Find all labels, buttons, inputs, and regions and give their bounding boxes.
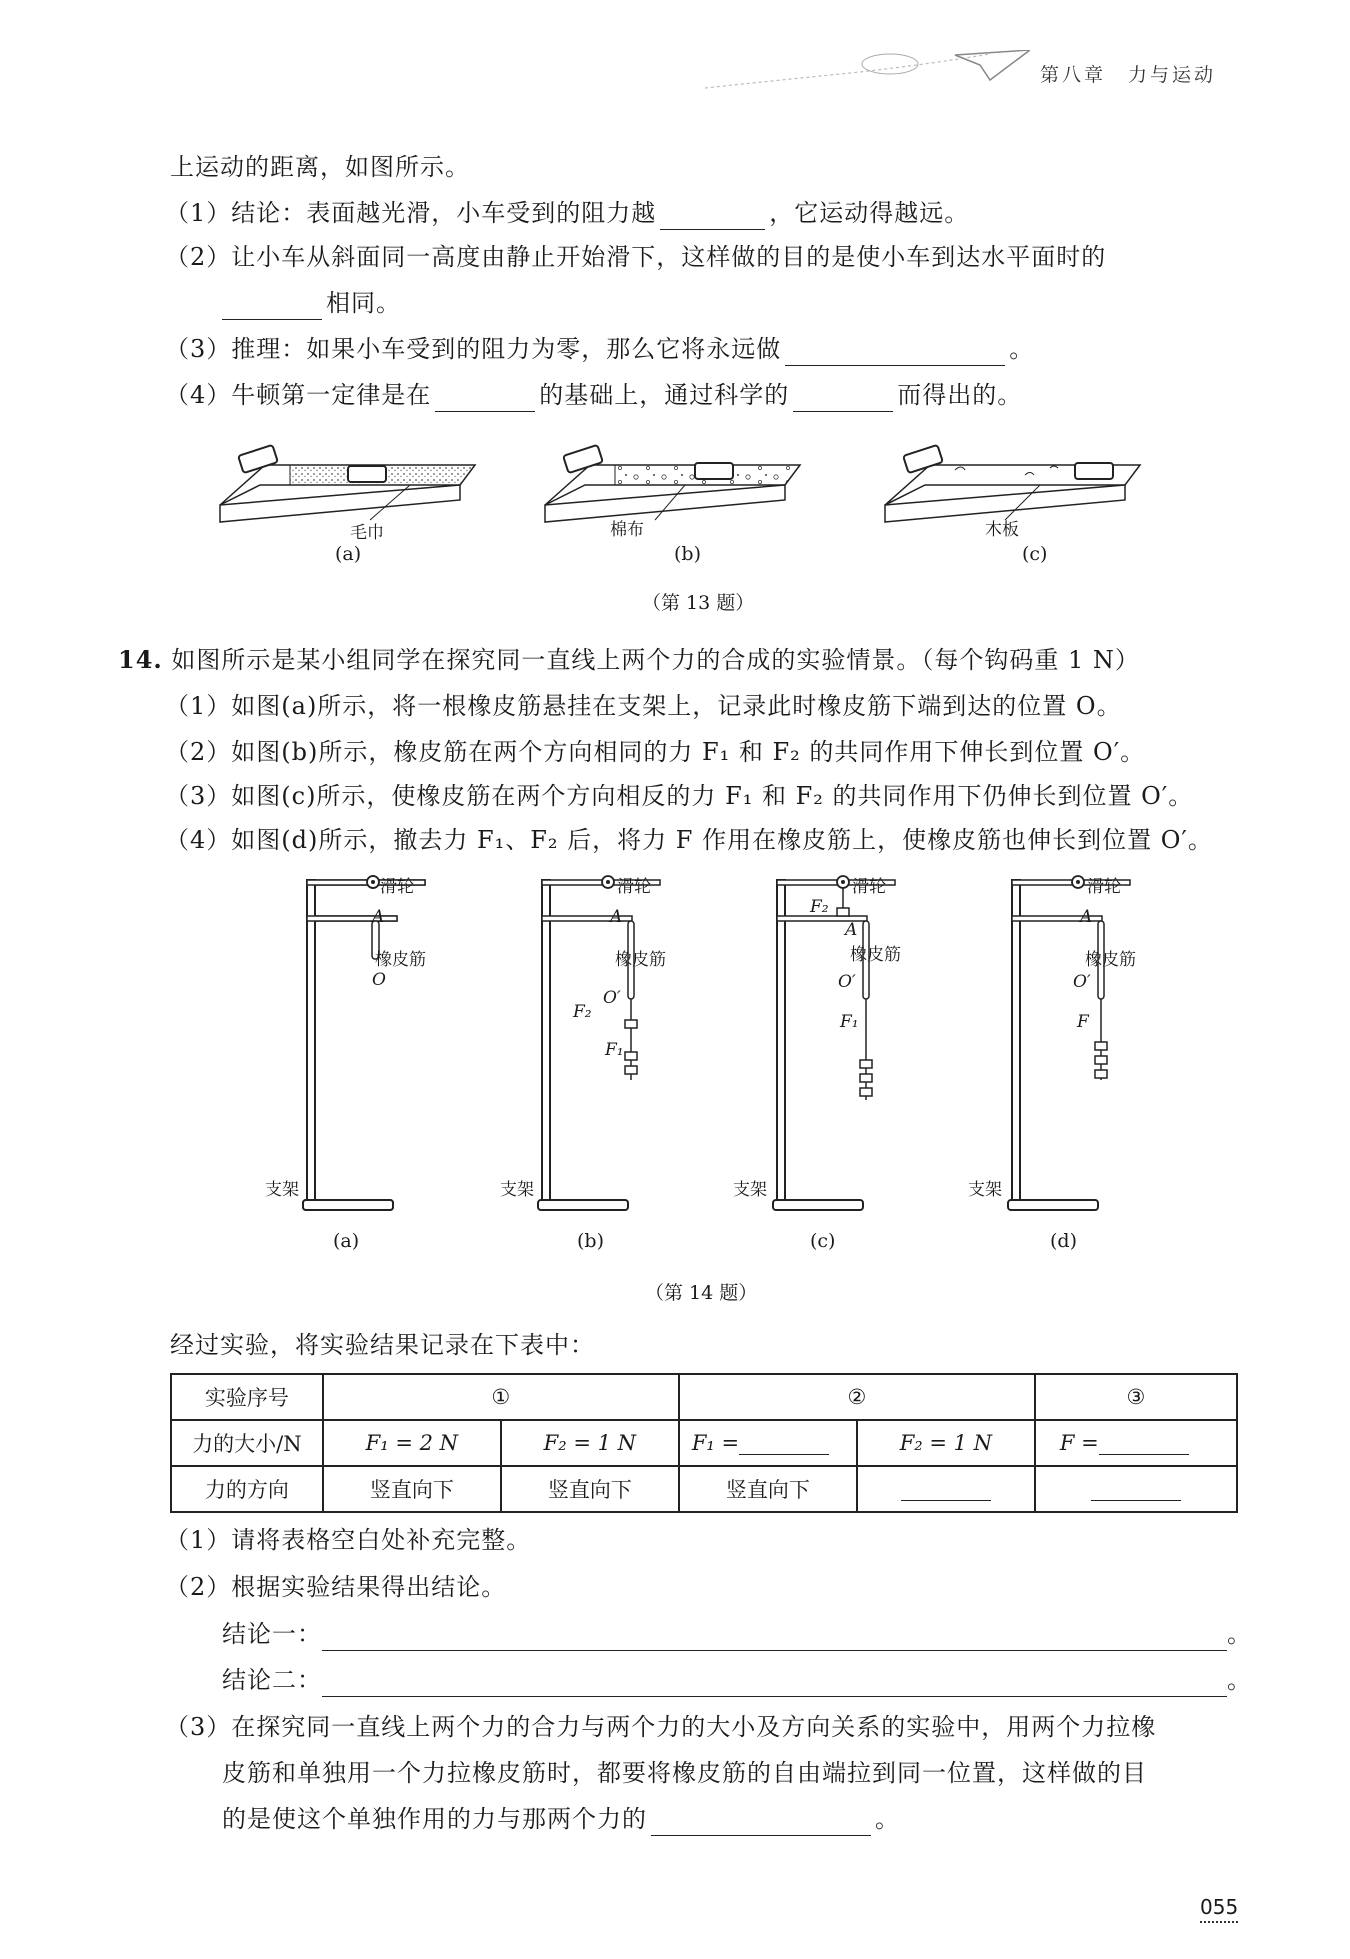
pulley-label-a: 滑轮 (380, 877, 414, 897)
f2-label-b: F₂ (573, 1002, 592, 1022)
q14-step4: （4）如图(d)所示，撤去力 F₁、F₂ 后，将力 F 作用在橡皮筋上，使橡皮筋也伸长到位置 O′。 (165, 826, 1213, 854)
q14-step2: （2）如图(b)所示，橡皮筋在两个方向相同的力 F₁ 和 F₂ 的共同作用下伸长到位置 O′。 (165, 738, 1146, 766)
q14-stand-figure (255, 870, 1195, 1230)
fig14-sub-c: (c) (810, 1230, 836, 1252)
answer-blank[interactable] (435, 385, 535, 412)
ramp-c (885, 445, 1140, 522)
fig-label-cotton: 棉布 (610, 520, 644, 540)
fig-sub-b: (b) (674, 543, 701, 565)
fig-label-towel: 毛巾 (350, 523, 384, 543)
point-a-label-a: A (372, 907, 385, 927)
conclusion-2: 结论二： 。 (222, 1663, 1252, 1697)
size-cell: F₁ = (679, 1420, 857, 1466)
band-label-d: 橡皮筋 (1085, 950, 1136, 970)
fig-label-board: 木板 (985, 520, 1019, 540)
size-cell: F = (1035, 1420, 1237, 1466)
q13-caption: （第 13 题） (642, 592, 755, 614)
f2-label-c: F₂ (810, 897, 829, 917)
point-a-label-b: A (610, 907, 623, 927)
row-header: 实验序号 (171, 1374, 323, 1420)
dir-cell: 竖直向下 (679, 1466, 857, 1512)
band-label-b: 橡皮筋 (615, 950, 666, 970)
stand-c (773, 876, 895, 1210)
point-op-label-b: O′ (603, 988, 621, 1008)
q13-part3: （3）推理：如果小车受到的阻力为零，那么它将永远做 。 (165, 332, 1034, 366)
stand-a (303, 876, 425, 1210)
stand-b (538, 876, 660, 1210)
f1-label-c: F₁ (840, 1012, 859, 1032)
band-label-c: 橡皮筋 (850, 945, 901, 965)
group-header: ③ (1035, 1374, 1237, 1420)
fig-sub-c: (c) (1022, 543, 1048, 565)
table-row (171, 1466, 1237, 1512)
conclusion-1: 结论一： 。 (222, 1617, 1252, 1651)
table-row (171, 1420, 1237, 1466)
row-header: 力的大小/N (171, 1420, 323, 1466)
answer-blank[interactable] (901, 1478, 991, 1501)
band-label-a: 橡皮筋 (375, 950, 426, 970)
paper-plane-decoration (700, 50, 1030, 95)
task2: （2）根据实验结果得出结论。 (165, 1573, 507, 1601)
task3-cont2: 的是使这个单独作用的力与那两个力的 。 (222, 1802, 900, 1836)
answer-blank[interactable] (739, 1432, 829, 1455)
size-cell: F₂ = 1 N (501, 1420, 679, 1466)
stand-d (1008, 876, 1130, 1210)
fig-sub-a: (a) (335, 543, 362, 565)
q13-part1: （1）结论：表面越光滑，小车受到的阻力越 ，它运动得越远。 (165, 196, 969, 230)
ramp-a (220, 445, 475, 522)
answer-blank[interactable] (1091, 1478, 1181, 1501)
q14-step1: （1）如图(a)所示，将一根橡皮筋悬挂在支架上，记录此时橡皮筋下端到达的位置 O。 (165, 692, 1122, 720)
fig14-sub-b: (b) (577, 1230, 604, 1252)
fig14-sub-a: (a) (333, 1230, 360, 1252)
q13-continuation: 上运动的距离，如图所示。 (170, 153, 470, 181)
page-number: 055 (1200, 1895, 1238, 1923)
f1-label-b: F₁ (605, 1040, 624, 1060)
point-a-label-d: A (1080, 907, 1093, 927)
point-op-label-c: O′ (838, 972, 856, 992)
answer-blank[interactable] (660, 203, 765, 230)
task1: （1）请将表格空白处补充完整。 (165, 1526, 532, 1554)
dir-cell (1035, 1466, 1237, 1512)
ramp-b (545, 445, 800, 522)
answer-blank[interactable] (651, 1809, 871, 1836)
dir-cell (857, 1466, 1035, 1512)
answer-blank[interactable] (222, 293, 322, 320)
point-a-label-c: A (845, 920, 858, 940)
table-intro: 经过实验，将实验结果记录在下表中： (170, 1331, 595, 1359)
stand-label-b: 支架 (500, 1180, 534, 1200)
pulley-label-b: 滑轮 (617, 877, 651, 897)
row-header: 力的方向 (171, 1466, 323, 1512)
dir-cell: 竖直向下 (501, 1466, 679, 1512)
f-label-d: F (1077, 1012, 1089, 1032)
q14-step3: （3）如图(c)所示，使橡皮筋在两个方向相反的力 F₁ 和 F₂ 的共同作用下仍伸长到位置 O′。 (165, 782, 1194, 810)
q13-part4: （4）牛顿第一定律是在 的基础上，通过科学的 而得出的。 (165, 378, 1022, 412)
conclusion-2-blank[interactable] (322, 1670, 1227, 1697)
pulley-label-d: 滑轮 (1087, 877, 1121, 897)
answer-blank[interactable] (793, 385, 893, 412)
size-cell: F₁ = 2 N (323, 1420, 501, 1466)
q14-caption: （第 14 题） (645, 1282, 758, 1304)
answer-blank[interactable] (1099, 1432, 1189, 1455)
q13-part2: （2）让小车从斜面同一高度由静止开始滑下，这样做的目的是使小车到达水平面时的 (165, 243, 1107, 271)
group-header: ② (679, 1374, 1035, 1420)
dir-cell: 竖直向下 (323, 1466, 501, 1512)
size-cell: F₂ = 1 N (857, 1420, 1035, 1466)
stand-label-d: 支架 (968, 1180, 1002, 1200)
task3: （3）在探究同一直线上两个力的合力与两个力的大小及方向关系的实验中，用两个力拉橡 (165, 1713, 1157, 1741)
group-header: ① (323, 1374, 679, 1420)
table-row (171, 1374, 1237, 1420)
chapter-title: 第八章 力与运动 (1040, 64, 1217, 86)
results-table (170, 1373, 1238, 1513)
pulley-label-c: 滑轮 (852, 877, 886, 897)
conclusion-1-blank[interactable] (322, 1624, 1227, 1651)
fig14-sub-d: (d) (1050, 1230, 1077, 1252)
support-stand (303, 876, 425, 1210)
q13-part2-cont: 相同。 (222, 286, 401, 320)
point-op-label-d: O′ (1073, 972, 1091, 992)
answer-blank[interactable] (785, 339, 1005, 366)
point-o-label: O (372, 970, 386, 990)
task3-cont: 皮筋和单独用一个力拉橡皮筋时，都要将橡皮筋的自由端拉到同一位置，这样做的目 (222, 1759, 1147, 1787)
stand-label-a: 支架 (265, 1180, 299, 1200)
q14-stem: 14. 如图所示是某小组同学在探究同一直线上两个力的合成的实验情景。（每个钩码重 1 N） (118, 645, 1140, 674)
stand-label-c: 支架 (733, 1180, 767, 1200)
